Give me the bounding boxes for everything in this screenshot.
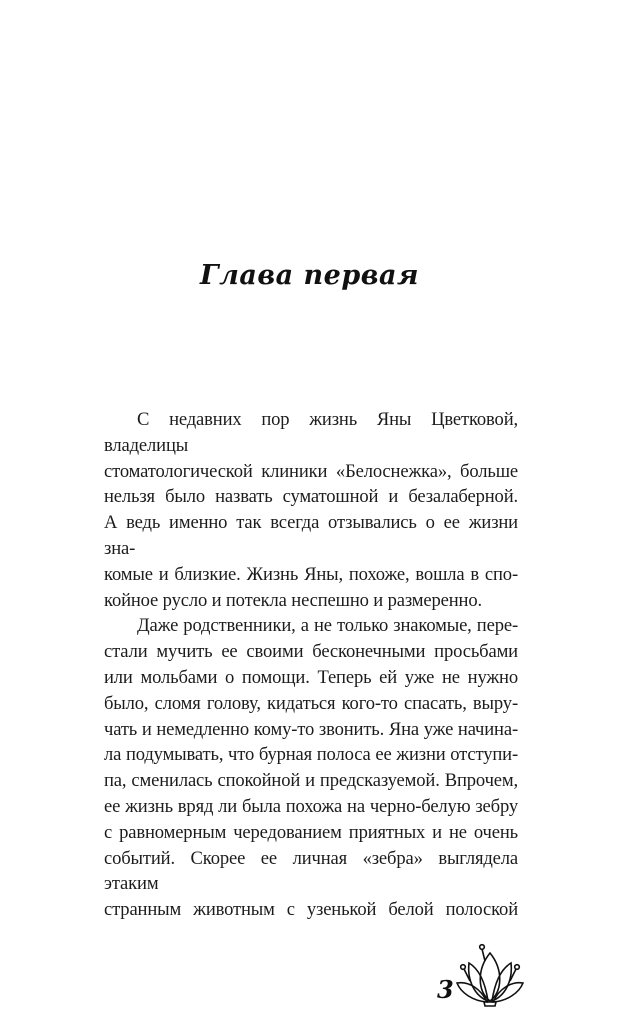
text-line: С недавних пор жизнь Яны Цветковой, владелицы	[104, 409, 518, 456]
lotus-flower-icon	[455, 941, 525, 1011]
text-line: Даже родственники, а не только знакомые, пере-	[137, 615, 518, 637]
text-line: койное русло и потекла неспешно и размеренно.	[104, 589, 482, 611]
text-line: событий. Скорее ее личная «зебра» выглядела этаким	[104, 847, 518, 895]
text-line: нельзя было назвать суматошной и безалаберной.	[104, 486, 518, 508]
text-line: А ведь именно так всегда отзывались о ее жизни зна-	[104, 512, 518, 559]
text-line: странным животным с узенькой белой полоской	[104, 899, 518, 921]
page-number: 3	[437, 974, 454, 1004]
text-line: или мольбами о помощи. Теперь ей уже не нужно	[104, 666, 518, 688]
text-line: ла подумывать, что бурная полоса ее жизни отступи-	[104, 744, 518, 766]
text-line: комые и близкие. Жизнь Яны, похоже, вошла в спо-	[104, 563, 518, 585]
text-line: ее жизнь вряд ли была похожа на черно-белую зебру	[104, 795, 518, 817]
text-line: стали мучить ее своими бесконечными просьбами	[104, 641, 518, 663]
text-line: па, сменилась спокойной и предсказуемой. Впрочем,	[104, 770, 518, 792]
text-line: чать и немедленно кому-то звонить. Яна уже начина-	[104, 718, 518, 740]
text-line: с равномерным чередованием приятных и не очень	[104, 821, 518, 843]
chapter-title: Глава первая	[200, 260, 419, 291]
text-line: было, сломя голову, кидаться кого-то спасать, выру-	[104, 692, 518, 714]
text-line: стоматологической клиники «Белоснежка», больше	[104, 460, 518, 482]
page-footer	[0, 937, 619, 1027]
body-text	[104, 407, 518, 923]
